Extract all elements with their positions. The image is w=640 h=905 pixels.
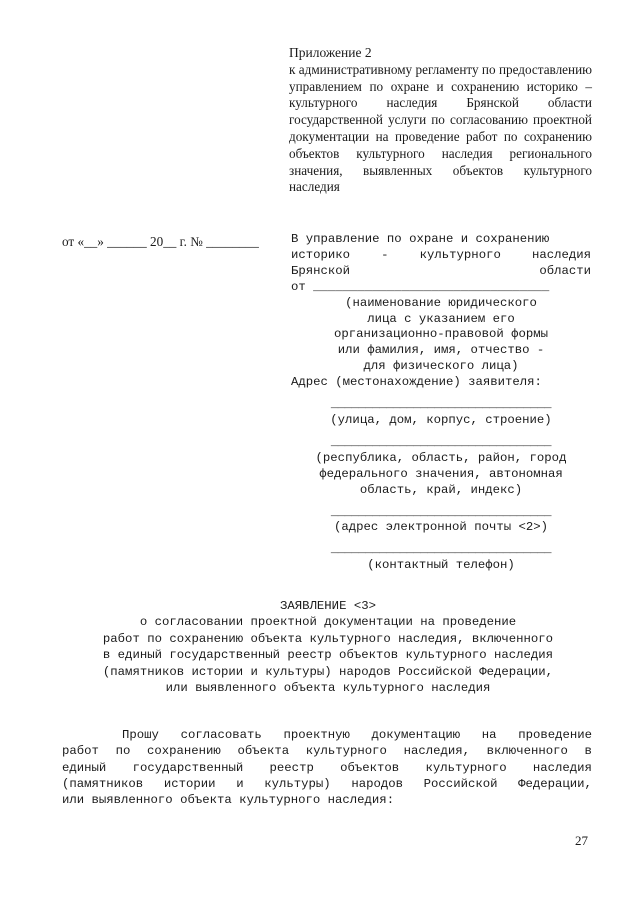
recipient-line-3 [291, 264, 591, 280]
blank-line-street: ________________________________ [330, 397, 552, 412]
name-hint-2: лица с указанием его [367, 311, 515, 326]
request-word: проектную [283, 728, 350, 742]
request-word: Российской [423, 776, 498, 791]
request-word: единый [62, 760, 107, 775]
name-hint-3: организационно-правовой формы [333, 327, 548, 342]
request-line-3 [62, 760, 592, 776]
recipient-word: области [539, 263, 591, 278]
request-word: культурного [305, 744, 387, 759]
request-word: работ [62, 744, 99, 759]
request-line-1 [62, 727, 592, 743]
statement-line: в единый государственный реестр объектов культурного наследия [102, 648, 554, 663]
annex-title: Приложение 2 [289, 45, 372, 60]
request-word: по [115, 744, 131, 759]
recipient-line-2 [291, 248, 591, 264]
region-hint-1: (республика, область, район, город [315, 450, 567, 465]
request-word: в [584, 744, 592, 759]
request-line-2 [62, 743, 592, 759]
request-word: культуры) [264, 776, 331, 791]
request-word: согласовать [180, 728, 262, 742]
recipient-word: культурного [419, 247, 501, 262]
recipient-word: - [381, 247, 389, 262]
request-word: и [236, 776, 244, 791]
phone-hint: (контактный телефон) [367, 558, 515, 573]
name-hint-5: для физического лица) [363, 359, 519, 374]
region-hint-2: федерального значения, автономная [319, 466, 563, 481]
request-word: государственный [132, 760, 244, 775]
statement-title: ЗАЯВЛЕНИЕ <3> [280, 599, 376, 613]
from-line: от ________________________________ [291, 279, 550, 294]
request-word: реестр [269, 760, 314, 775]
name-hint-1: (наименование юридического [345, 295, 537, 310]
statement-line: о согласовании проектной документации на проведение [139, 615, 517, 630]
request-paragraph [62, 727, 592, 808]
recipient-word: Брянской [291, 263, 351, 278]
address-label: Адрес (местонахождение) заявителя: [291, 375, 542, 390]
statement-line: работ по сохранению объекта культурного наследия, включенного [102, 631, 554, 646]
email-hint: (адрес электронной почты <2>) [333, 520, 548, 535]
recipient-block [291, 232, 591, 574]
annex-block [289, 45, 592, 196]
name-hint-4: или фамилия, имя, отчество - [337, 343, 545, 358]
request-word: наследия [532, 760, 592, 775]
statement-line: (памятников истории и культуры) народов Российской Федерации, [102, 664, 554, 679]
request-word: объектов [340, 760, 400, 775]
request-word: включенного [486, 744, 568, 759]
request-word: документацию [371, 728, 461, 742]
request-word: наследия, [403, 744, 471, 759]
street-hint: (улица, дом, корпус, строение) [330, 412, 552, 427]
request-word: культурного [425, 760, 507, 775]
region-hint-3: область, край, индекс) [359, 482, 523, 497]
request-word: на [481, 728, 497, 742]
blank-line-phone: ________________________________ [330, 542, 552, 557]
request-word: объекта [237, 744, 290, 759]
page-number: 27 [575, 833, 588, 848]
blank-line-region: ________________________________ [330, 434, 552, 449]
request-word: (памятников [62, 776, 144, 791]
request-word: Федерации, [518, 776, 592, 791]
recipient-word: наследия [531, 247, 591, 262]
blank-line-email: ________________________________ [330, 504, 552, 519]
annex-text: к административному регламенту по предоставлению управлением по охране и сохранению историко – культурного наследия Брянской области государственной услуги по согласованию проектной документации на проведение работ по сохранению объектов культурного наследия регионального значения, выявленных объектов культурного наследия [289, 61, 592, 195]
request-word: проведение [518, 728, 592, 742]
request-word: Прошу [122, 728, 159, 742]
recipient-word: историко [291, 247, 351, 262]
request-word: сохранению [146, 744, 221, 759]
statement-block [62, 598, 594, 696]
recipient-line-1: В управление по охране и сохранению [291, 232, 550, 246]
statement-line: или выявленного объекта культурного наследия [165, 681, 491, 696]
date-number-line: от «__» ______ 20__ г. № ________ [62, 234, 259, 249]
request-line-5: или выявленного объекта культурного наследия: [62, 793, 395, 808]
request-line-4 [62, 776, 592, 792]
request-word: истории [163, 776, 216, 791]
request-word: народов [351, 776, 403, 791]
